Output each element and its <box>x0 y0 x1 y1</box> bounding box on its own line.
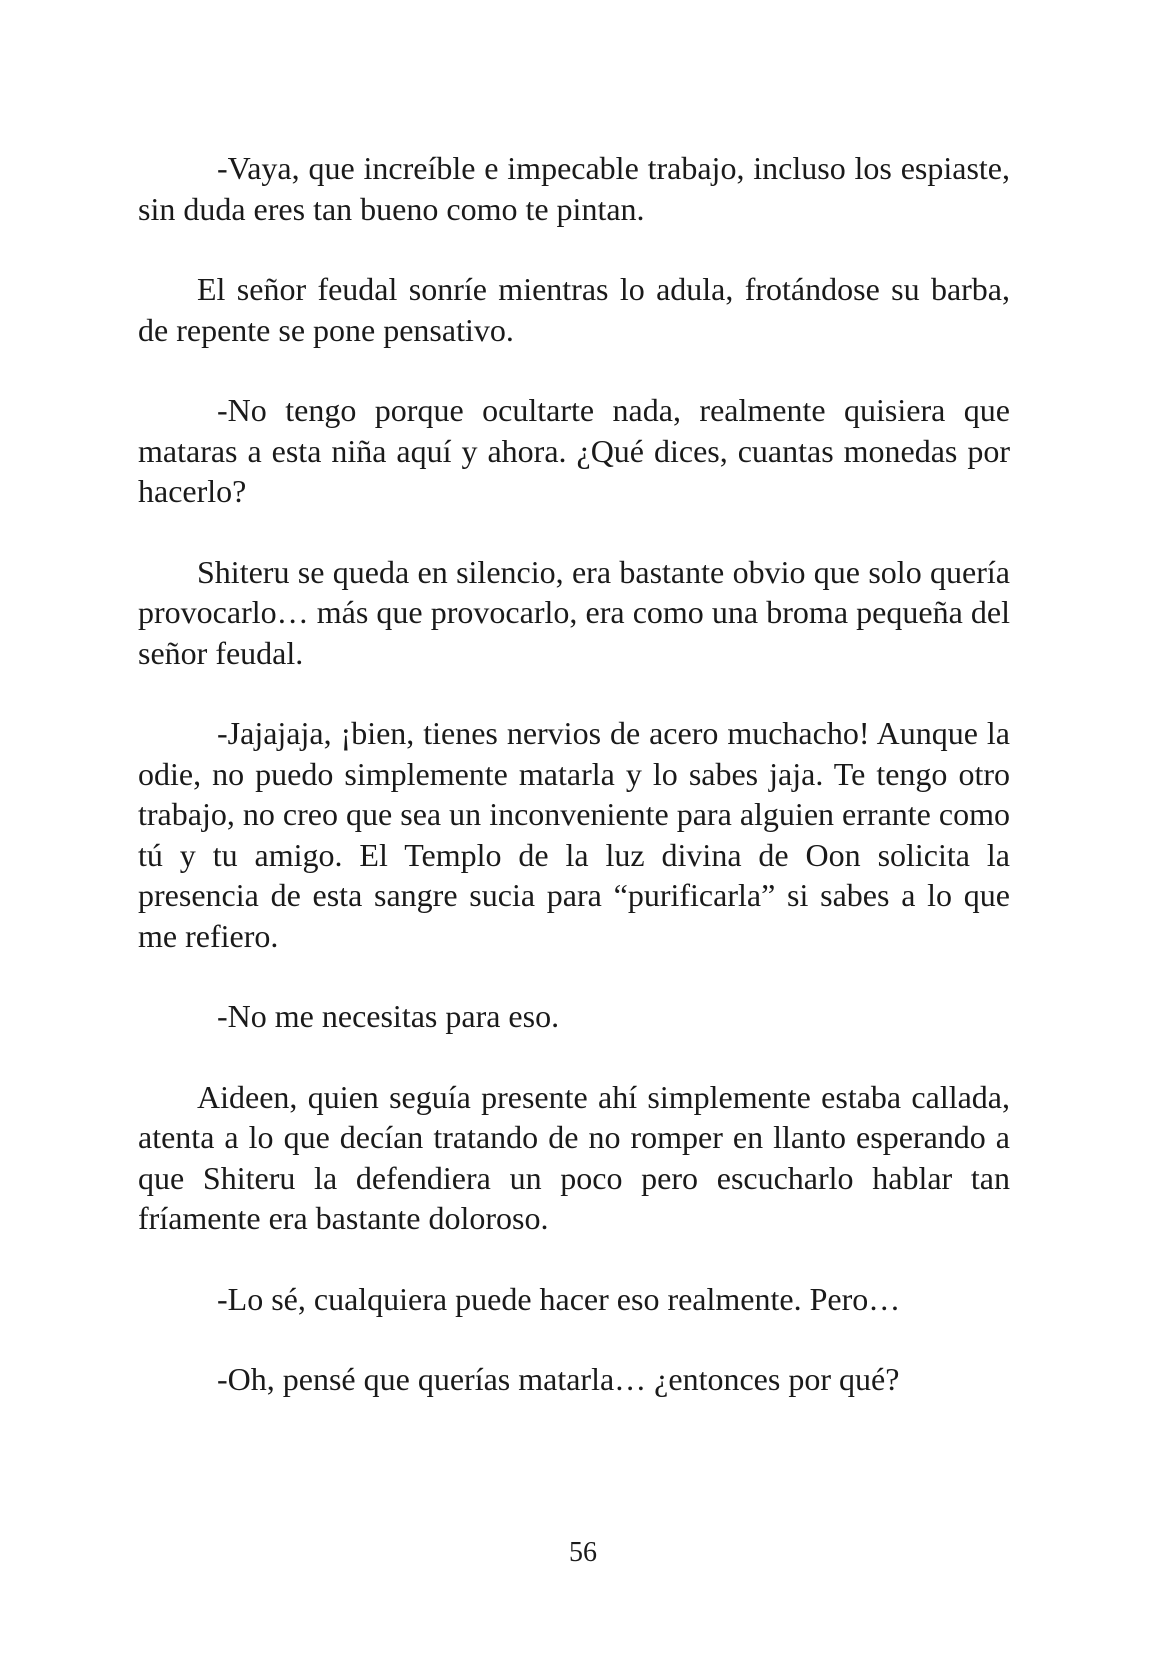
narration-paragraph: El señor feudal sonríe mientras lo adula, frotándose su barba, de repente se pone pensativo. <box>138 271 1010 348</box>
narration-paragraph: Aideen, quien seguía presente ahí simplemente estaba callada, atenta a lo que decían tratando de no romper en llanto esperando a que Shiteru la defendiera un poco pero escucharlo hablar tan fríamente era bastante doloroso. <box>138 1078 1010 1236</box>
page-number: 56 <box>569 1537 597 1568</box>
narration-paragraph: Shiteru se queda en silencio, era bastante obvio que solo quería provocarlo… más que provocarlo, era como una broma pequeña del señor feudal. <box>138 553 1010 671</box>
dialogue-paragraph: -Vaya, que increíble e impecable trabajo, incluso los espiaste, sin duda eres tan bueno como te pintan. <box>138 150 1010 227</box>
dialogue-paragraph: -Jajajaja, ¡bien, tienes nervios de acero muchacho! Aunque la odie, no puedo simplemente matarla y lo sabes jaja. Te tengo otro trabajo, no creo que sea un inconveniente para alguien errante como tú y tu amigo. El Templo de la luz divina de Oon solicita la presencia de esta sangre sucia para “purificarla” si sabes a lo que me refiero. <box>138 715 1010 954</box>
dialogue-paragraph: -No tengo porque ocultarte nada, realmente quisiera que mataras a esta niña aquí y ahora. ¿Qué dices, cuantas monedas por hacerlo? <box>138 392 1010 509</box>
dialogue-paragraph: -No me necesitas para eso. <box>217 998 560 1034</box>
dialogue-paragraph: -Oh, pensé que querías matarla… ¿entonces por qué? <box>217 1361 900 1397</box>
page-body <box>138 148 1010 1440</box>
dialogue-paragraph: -Lo sé, cualquiera puede hacer eso realmente. Pero… <box>217 1280 901 1317</box>
